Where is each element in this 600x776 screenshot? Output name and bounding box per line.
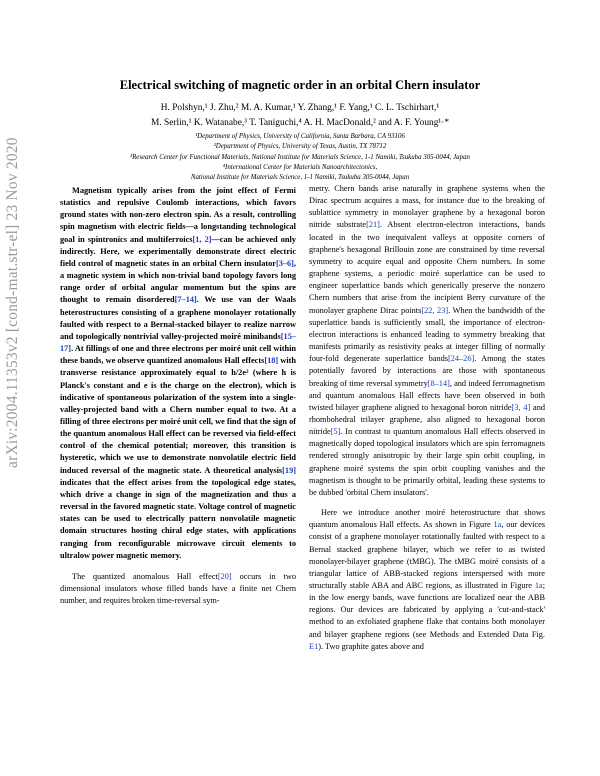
citation-link[interactable]: [7–14] xyxy=(174,295,197,305)
citation-link[interactable]: [22, 23] xyxy=(421,305,449,315)
arxiv-identifier: arXiv:2004.11353v2 [cond-mat.str-el] 23 Nov 2020 xyxy=(4,137,21,468)
author-line-1: H. Polshyn,¹ J. Zhu,² M. A. Kumar,¹ Y. Zhang,¹ F. Yang,¹ C. L. Tschirhart,¹ xyxy=(160,103,440,113)
body-text: . When the bandwidth of the superlattice bands is sufficiently small, the importance of electron-electron interactions is enhanced leading to symmetry breaking that manifests primarily as resistivity peaks at integer filling of normally four-fold degenerate superlattice bands xyxy=(309,305,545,364)
body-text: The quantized anomalous Hall effect xyxy=(72,571,218,581)
citation-link[interactable]: [8–14] xyxy=(427,378,450,388)
right-column xyxy=(309,183,545,653)
affiliation-line: National Institute for Materials Science, 1-1 Namiki, Tsukuba 305-0044, Japan xyxy=(190,174,410,182)
body-text: metry. Chern bands arise naturally in graphene systems when the Dirac spectrum acquires a mass, for instance due to the breaking of sublattice symmetry in monolayer graphene by a hexagonal boron nitride substrate xyxy=(309,184,545,230)
affiliation-line: ¹Department of Physics, University of California, Santa Barbara, CA 93106 xyxy=(195,133,405,140)
abstract-text: . At fillings of one and three electrons per moiré unit cell within these bands, we observe quantized anomalous Hall effects xyxy=(60,344,296,366)
abstract-text: Magnetism typically arises from the joint effect of Fermi statistics and repulsive Coulomb interactions, which favors ground states with non-zero electron spin. As a result, controlling spin magnetism with electric fields—a longstanding technological goal in spintronics and multiferroics xyxy=(60,186,296,244)
author-line-2: M. Serlin,¹ K. Watanabe,³ T. Taniguchi,⁴ A. H. MacDonald,² and A. F. Young¹·* xyxy=(150,118,450,128)
citation-link[interactable]: [19] xyxy=(282,465,296,475)
figure-link[interactable]: 1a xyxy=(493,520,502,530)
citation-link[interactable]: [3, 4] xyxy=(511,402,531,412)
abstract-text: with transverse resistance approximately equal to h/2e² (where h is Planck's constant and e is the charge on the electron), which is indicative of spontaneous polarization of the system into a single-valley-projected band with a Chern number equal to two. At a filling of three electrons per moiré unit cell, we find that the sign of the quantum anomalous Hall effect can be reversed via field-effect control of the chemical potential; moreover, this transition is hysteretic, which we use to demonstrate nonvolatile electric field induced reversal of the magnetic state. A theoretical analysis xyxy=(60,356,297,475)
paper-title: Electrical switching of magnetic order in an orbital Chern insulator xyxy=(119,78,481,92)
citation-link[interactable]: [5] xyxy=(330,427,341,437)
citation-link[interactable]: [21] xyxy=(366,220,380,230)
author-list xyxy=(60,101,540,131)
body-text: . Absent electron-electron interactions, bands located in the two inequivalent valleys at opposite corners of graphene's hexagonal Brillouin zone are constrained by time reversal symmetry to acquire equal and opposite Chern numbers. In some graphene systems, a periodic moiré superlattice can be used to engineer superlattice bands which generically preserve the nonzero Chern numbers that arise from the incipient Berry curvature of the monolayer graphene Dirac points xyxy=(309,220,545,315)
body-text: . In contrast to quantum anomalous Hall effects observed in magnetically doped topological insulators which are spin ferromagnets rendered strongly anisotropic by their large spin orbit coupling, in graphene moiré systems the spin orbit coupling vanishes and the magnetism is thought to be primarily orbital, leading these systems to be dubbed 'orbital Chern insulators'. xyxy=(309,427,545,497)
citation-link[interactable]: [15–17] xyxy=(60,331,296,354)
affiliation-line: ⁴International Center for Materials Nanoarchitectonics, xyxy=(222,163,378,171)
body-text: occurs in two dimensional insulators whose filled bands have a finite net Chern number, and requires broken time-reversal sym- xyxy=(60,571,296,606)
citation-link[interactable]: [24–26] xyxy=(447,354,475,364)
body-text: , our devices consist of a graphene monolayer rotationally faulted with respect to a Bernal stacked graphene bilayer, which we refer to as twisted monolayer-bilayer graphene (tMBG). The tMBG moiré consists of a triangular lattice of ABB-stacked regions interspersed with more structurally stable ABA and ABC regions, as illustrated in Figure xyxy=(309,520,545,590)
body-text: ). Two graphite gates above and xyxy=(318,641,424,651)
abstract-text: . We use van der Waals heterostructures consisting of a graphene monolayer rotationally faulted with respect to a Bernal-stacked bilayer to realize narrow and topologically nontrivial valley-projected moiré minibands xyxy=(60,295,296,341)
abstract xyxy=(60,185,296,562)
body-text: Here we introduce another moiré heterostructure that shows quantum anomalous Hall effects. As shown in Figure xyxy=(309,508,545,530)
body-text: . Among the states potentially favored by interactions are those with spontaneous breaking of time reversal symmetry xyxy=(309,354,545,388)
abstract-text: , a magnetic system in which non-trivial band topology favors long range order of orbital angular momentum but the spins are thought to remain disordered xyxy=(60,258,296,305)
citation-link[interactable]: [1, 2] xyxy=(192,234,212,244)
affiliation-line: ²Department of Physics, University of Texas, Austin, TX 78712 xyxy=(213,143,387,151)
body-paragraph xyxy=(309,183,545,499)
body-paragraph xyxy=(309,507,545,653)
body-paragraph xyxy=(60,571,296,607)
citation-link[interactable]: [3–6] xyxy=(275,258,294,268)
body-text: and rhombohedral trilayer graphene, also aligned to hexagonal boron nitride xyxy=(309,402,545,437)
abstract-text: —can be achieved only indirectly. Here, we experimentally demonstrate direct electric field control of magnetic states in an orbital Chern insulator xyxy=(60,234,296,268)
figure-link[interactable]: 1a xyxy=(534,581,543,590)
figure-link[interactable]: E1 xyxy=(309,641,319,651)
citation-link[interactable]: [20] xyxy=(217,571,232,581)
left-column xyxy=(60,185,296,607)
body-text: , and indeed ferromagnetism and quantum anomalous Hall effects have been observed in both twisted bilayer graphene aligned to hexagonal boron nitride xyxy=(309,378,546,412)
citation-link[interactable]: [18] xyxy=(264,356,279,366)
affiliation-line: ³Research Center for Functional Materials, National Institute for Materials Science, 1-1 Namiki, Tsukuba 305-0044, Japan xyxy=(130,153,470,161)
body-text: ; in the low energy bands, wave functions are localized near the ABB regions. Our devices are fabricated by applying a 'cut-and-stack' method to an exfoliated graphene flake that contains both monolayer and bilayer graphene regions (see Methods and Extended Data Fig. xyxy=(309,581,545,639)
affiliations xyxy=(40,132,560,183)
abstract-text: indicates that the effect arises from the topological edge states, which drive a change in sign of the magnetization and thus a reversal in the favored magnetic state. Voltage control of magnetic states can be used to electrically pattern nonvolatile magnetic domain structures hosting chiral edge states, with applications ranging from reconfigurable microwave circuit elements to ultralow power magnetic memory. xyxy=(60,477,296,560)
